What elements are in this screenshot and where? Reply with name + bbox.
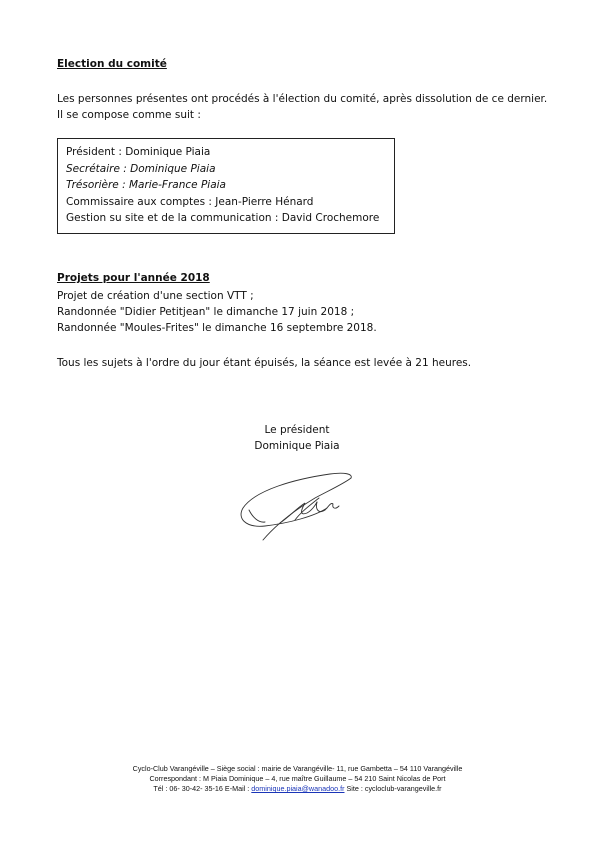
election-heading: Election du comité <box>57 58 167 70</box>
footer-contact <box>0 784 595 794</box>
footer-address: Cyclo-Club Varangéville – Siège social : mairie de Varangéville- 11, rue Gambetta – 54 110 Varangéville <box>132 764 463 773</box>
committee-box <box>57 138 395 234</box>
committee-treasurer: Trésorière : Marie-France Piaia <box>66 179 226 191</box>
footer-site: Site : cycloclub-varangeville.fr <box>344 784 442 793</box>
projects-heading: Projets pour l'année 2018 <box>57 272 210 284</box>
projects-list <box>57 288 377 336</box>
election-paragraph-line1: Les personnes présentes ont procédés à l'élection du comité, après dissolution de ce dernier. <box>57 93 548 105</box>
election-paragraph-line2: Il se compose comme suit : <box>57 109 201 121</box>
committee-president: Président : Dominique Piaia <box>66 146 211 158</box>
committee-auditor: Commissaire aux comptes : Jean-Pierre Hénard <box>66 195 314 208</box>
project-item: Randonnée "Didier Petitjean" le dimanche 17 juin 2018 ; <box>57 306 355 318</box>
footer-correspondent: Correspondant : M Piaia Dominique – 4, rue maître Guillaume – 54 210 Saint Nicolas de Port <box>149 774 446 783</box>
project-item: Randonnée "Moules-Frites" le dimanche 16 septembre 2018. <box>57 322 377 334</box>
signature-title: Le président <box>264 424 330 436</box>
project-item: Projet de création d'une section VTT ; <box>57 290 254 302</box>
footer-phone: Tél : 06- 30-42- 35-16 E-Mail : <box>153 784 252 793</box>
closing-statement: Tous les sujets à l'ordre du jour étant épuisés, la séance est levée à 21 heures. <box>57 357 472 369</box>
committee-secretary: Secrétaire : Dominique Piaia <box>66 162 216 175</box>
signature-name: Dominique Piaia <box>254 440 340 452</box>
handwritten-signature <box>235 468 360 548</box>
page-footer <box>0 764 595 794</box>
footer-email-link[interactable]: dominique.piaia@wanadoo.fr <box>251 784 345 793</box>
committee-webmaster: Gestion su site et de la communication : David Crochemore <box>66 212 380 224</box>
